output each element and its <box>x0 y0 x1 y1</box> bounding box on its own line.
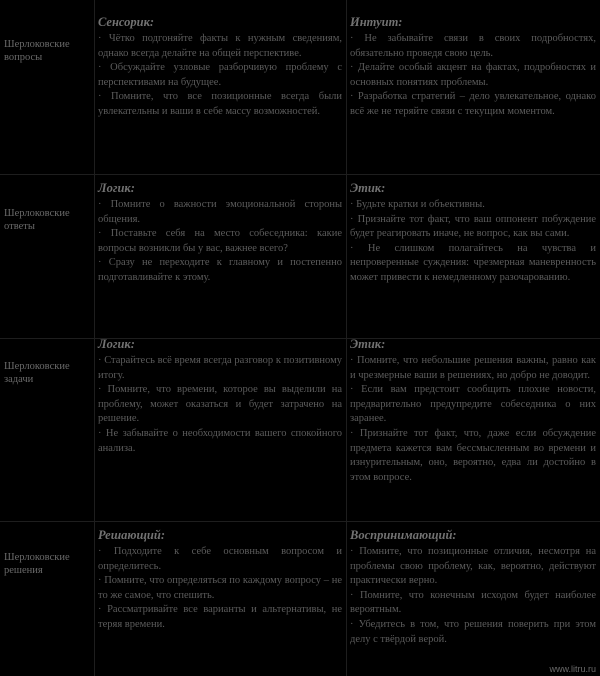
cell-item: · Подходите к себе основным вопросом и определитесь. <box>98 546 342 572</box>
cell-heading: Сенсорик: <box>98 15 155 29</box>
cell-heading: Этик: <box>350 181 386 195</box>
cell-item: · Помните, что конечным исходом будет наиболее вероятным. <box>350 589 596 616</box>
cell-logic <box>98 336 342 456</box>
cell-heading: Воспринимающий: <box>350 528 457 542</box>
cell-judging <box>98 527 342 633</box>
cell-heading: Этик: <box>350 337 386 351</box>
cell-item: · Признайте тот факт, что, даже если обсуждение предмета кажется вам бессмысленным во времени и изнурительным, оно, вероятно, едва ли достойно в этом вопросе. <box>350 427 596 483</box>
cell-item: · Поставьте себя на место собеседника: какие вопросы возникли бы у вас, важнее всего? <box>98 228 342 254</box>
cell-item: · Будьте кратки и объективны. <box>350 199 485 210</box>
cell-item: · Не слишком полагайтесь на чувства и непроверенные суждения: чрезмерная маневренность может привести к немедленному разочарованию. <box>350 242 596 283</box>
cell-heading: Логик: <box>98 337 135 351</box>
row-label: Шерлоковские задачи <box>4 361 70 385</box>
cell-item: · Помните, что все позиционные всегда были увлекательны и ваши в себе массу возможностей. <box>98 91 342 117</box>
cell-ethic <box>350 180 596 286</box>
row-label: Шерлоковские вопросы <box>4 39 70 63</box>
cell-item: · Помните, что небольшие решения важны, равно как и чрезмерные ваши в решениях, но добро не доводит. <box>350 355 596 381</box>
cell-item: · Делайте особый акцент на фактах, подробностях и основных понятиях проблемы. <box>350 62 596 88</box>
cell-item: · Рассматривайте все варианты и альтернативы, не теряя времени. <box>98 604 342 630</box>
row-label: Шерлоковские ответы <box>4 208 70 232</box>
cell-sensor <box>98 14 342 120</box>
cell-item: · Чётко подгоняйте факты к нужным сведениям, однако всегда делайте на общей перспективе. <box>98 33 342 59</box>
watermark: www.litru.ru <box>549 664 596 674</box>
cell-item: · Если вам предстоит сообщить плохие новости, предварительно предупредите собеседника о них заранее. <box>350 384 596 425</box>
cell-item: · Помните о важности эмоциональной стороны общения. <box>98 199 342 225</box>
cell-ethic <box>350 336 596 485</box>
cell-item: · Старайтесь всё время всегда разговор к позитивному итогу. <box>98 355 342 381</box>
cell-item: · Обсуждайте узловые разборчивую проблему с перспективами на будущее. <box>98 62 342 88</box>
row-divider <box>0 174 600 175</box>
cell-item: · Помните, что позиционные отличия, несмотря на проблемы свою проблему, как, вероятно, действуют практически верно. <box>350 546 596 587</box>
cell-perceiving <box>350 527 596 647</box>
cell-item: · Не забывайте о необходимости вашего спокойного анализа. <box>98 427 342 454</box>
cell-heading: Логик: <box>98 181 135 195</box>
cell-item: · Убедитесь в том, что решения поверить при этом делу с твёрдой верой. <box>350 618 596 645</box>
cell-item: · Сразу не переходите к главному и постепенно подготавливайте к этому. <box>98 257 342 283</box>
cell-intuit <box>350 14 596 120</box>
cell-heading: Решающий: <box>98 528 165 542</box>
cell-item: · Помните, что определяться по каждому вопросу – не то же самое, что спешить. <box>98 575 342 601</box>
cell-item: · Помните, что времени, которое вы выделили на проблему, может оказаться и будет затрачено на решение. <box>98 384 342 425</box>
cell-item: · Разработка стратегий – дело увлекательное, однако всё же не теряйте связи с текущим моментом. <box>350 91 596 117</box>
cell-item: · Не забывайте связи в своих подробностях, обязательно проведя свою цель. <box>350 33 596 59</box>
cell-item: · Признайте тот факт, что ваш оппонент побуждение будет реагировать иначе, не вопрос, как вы сами. <box>350 213 596 240</box>
cell-logic <box>98 180 342 286</box>
row-divider <box>0 521 600 522</box>
row-label: Шерлоковские решения <box>4 552 70 576</box>
cell-heading: Интуит: <box>350 15 403 29</box>
